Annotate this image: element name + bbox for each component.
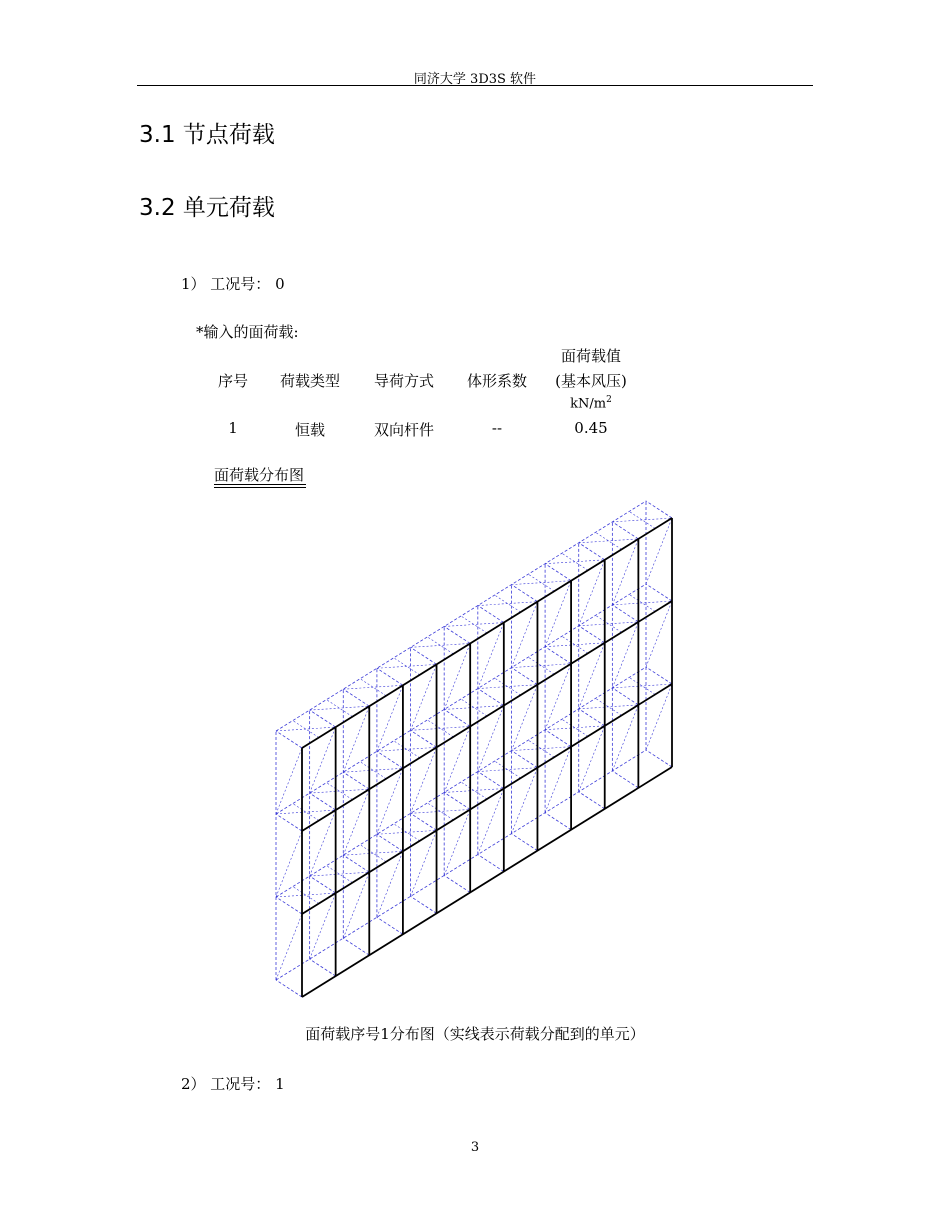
slab-diag-a-0-1 bbox=[276, 893, 336, 897]
case-label-0: 1） 工况号： 0 bbox=[181, 275, 285, 293]
depth-link-1-0 bbox=[310, 959, 336, 976]
depth-link-10-2 bbox=[612, 605, 638, 622]
row1-type: 恒载 bbox=[294, 421, 326, 439]
depth-link-8-2 bbox=[545, 647, 571, 664]
brace-5-1 bbox=[444, 726, 470, 792]
brace-2-1 bbox=[343, 789, 369, 855]
depth-link-11-0 bbox=[646, 750, 672, 767]
front-beam-2 bbox=[302, 601, 672, 831]
slab-diag-a-3-3 bbox=[377, 664, 437, 668]
depth-link-9-2 bbox=[579, 626, 605, 643]
slab-diag-a-4-3 bbox=[411, 643, 471, 647]
depth-link-5-0 bbox=[444, 875, 470, 892]
row1-method: 双向杆件 bbox=[373, 421, 435, 439]
slab-diag-a-8-3 bbox=[545, 560, 605, 564]
brace-3-2 bbox=[377, 685, 403, 751]
depth-link-6-1 bbox=[478, 772, 504, 789]
slab-diag-a-10-2 bbox=[612, 601, 672, 605]
row1-seq: 1 bbox=[228, 419, 238, 437]
slab-diag-a-9-1 bbox=[579, 705, 639, 709]
depth-link-3-0 bbox=[377, 917, 403, 934]
input-load-label: *输入的面荷载: bbox=[196, 323, 299, 341]
depth-link-10-0 bbox=[612, 771, 638, 788]
depth-link-3-3 bbox=[377, 668, 403, 685]
brace-0-0 bbox=[276, 914, 302, 980]
brace-5-2 bbox=[444, 643, 470, 709]
slab-diag-a-4-1 bbox=[411, 809, 471, 813]
page-header: 同济大学 3D3S 软件 bbox=[413, 72, 537, 87]
brace-6-2 bbox=[478, 623, 504, 689]
brace-0-2 bbox=[276, 748, 302, 814]
depth-link-5-2 bbox=[444, 709, 470, 726]
depth-link-6-3 bbox=[478, 606, 504, 623]
brace-2-0 bbox=[343, 872, 369, 938]
depth-link-3-2 bbox=[377, 751, 403, 768]
depth-link-0-2 bbox=[276, 814, 302, 831]
depth-link-4-2 bbox=[411, 730, 437, 747]
depth-link-8-0 bbox=[545, 813, 571, 830]
section-title-3-1: 3.1 节点荷载 bbox=[139, 122, 275, 148]
brace-1-1 bbox=[310, 810, 336, 876]
depth-link-4-3 bbox=[411, 647, 437, 664]
brace-8-1 bbox=[545, 664, 571, 730]
brace-1-2 bbox=[310, 727, 336, 793]
slab-diag-a-2-1 bbox=[343, 851, 403, 855]
slab-diag-a-4-2 bbox=[411, 726, 471, 730]
depth-link-3-1 bbox=[377, 834, 403, 851]
depth-link-9-0 bbox=[579, 792, 605, 809]
slab-diag-a-8-2 bbox=[545, 643, 605, 647]
depth-link-7-1 bbox=[511, 751, 537, 768]
depth-link-9-3 bbox=[579, 543, 605, 560]
front-beam-0 bbox=[302, 767, 672, 997]
brace-9-1 bbox=[579, 643, 605, 709]
depth-link-8-1 bbox=[545, 730, 571, 747]
depth-link-10-3 bbox=[612, 522, 638, 539]
depth-link-7-3 bbox=[511, 585, 537, 602]
unit-superscript: 2 bbox=[606, 395, 612, 405]
depth-link-4-0 bbox=[411, 896, 437, 913]
brace-4-1 bbox=[411, 747, 437, 813]
depth-link-6-0 bbox=[478, 855, 504, 872]
header-value-line1: 面荷载值 bbox=[560, 347, 622, 365]
figure-title-text: 面荷载分布图 bbox=[214, 466, 305, 484]
depth-link-5-1 bbox=[444, 792, 470, 809]
slab-diag-a-3-2 bbox=[377, 747, 437, 751]
header-value-line2: (基本风压) bbox=[555, 372, 627, 390]
depth-link-2-3 bbox=[343, 689, 369, 706]
brace-9-2 bbox=[579, 560, 605, 626]
slab-diag-a-8-1 bbox=[545, 726, 605, 730]
header-method: 导荷方式 bbox=[373, 372, 435, 390]
slab-diag-a-1-3 bbox=[310, 706, 370, 710]
page-number: 3 bbox=[470, 1140, 480, 1155]
depth-link-4-1 bbox=[411, 813, 437, 830]
depth-link-9-1 bbox=[579, 709, 605, 726]
header-type: 荷载类型 bbox=[279, 372, 341, 390]
slab-diag-a-1-2 bbox=[310, 789, 370, 793]
slab-diag-a-2-3 bbox=[343, 685, 403, 689]
depth-link-7-2 bbox=[511, 668, 537, 685]
brace-6-1 bbox=[478, 706, 504, 772]
slab-diag-a-1-1 bbox=[310, 872, 370, 876]
depth-link-11-3 bbox=[646, 501, 672, 518]
header-seq: 序号 bbox=[217, 372, 249, 390]
row1-coef: -- bbox=[491, 419, 503, 437]
brace-0-1 bbox=[276, 831, 302, 897]
slab-diag-a-6-3 bbox=[478, 602, 538, 606]
brace-5-0 bbox=[444, 809, 470, 875]
slab-diag-a-10-3 bbox=[612, 518, 672, 522]
unit-main: kN/m bbox=[570, 396, 607, 412]
depth-link-1-2 bbox=[310, 793, 336, 810]
row1-value: 0.45 bbox=[574, 419, 608, 437]
brace-10-1 bbox=[612, 622, 638, 688]
brace-4-0 bbox=[411, 830, 437, 896]
slab-diag-a-7-1 bbox=[511, 747, 571, 751]
slab-diag-a-9-3 bbox=[579, 539, 639, 543]
depth-link-1-3 bbox=[310, 710, 336, 727]
brace-8-2 bbox=[545, 581, 571, 647]
header-coef: 体形系数 bbox=[466, 372, 528, 390]
brace-1-0 bbox=[310, 893, 336, 959]
front-beam-1 bbox=[302, 684, 672, 914]
slab-diag-a-5-1 bbox=[444, 789, 504, 793]
brace-11-2 bbox=[646, 518, 672, 584]
depth-link-7-0 bbox=[511, 834, 537, 851]
depth-link-0-0 bbox=[276, 980, 302, 997]
brace-7-0 bbox=[511, 768, 537, 834]
slab-diag-a-7-3 bbox=[511, 581, 571, 585]
depth-link-6-2 bbox=[478, 689, 504, 706]
brace-8-0 bbox=[545, 747, 571, 813]
brace-6-0 bbox=[478, 789, 504, 855]
slab-diag-a-10-1 bbox=[612, 684, 672, 688]
slab-diag-a-6-1 bbox=[478, 768, 538, 772]
brace-10-0 bbox=[612, 705, 638, 771]
back-beam-0 bbox=[276, 750, 646, 980]
brace-7-2 bbox=[511, 602, 537, 668]
slab-diag-a-0-2 bbox=[276, 810, 336, 814]
front-beam-3 bbox=[302, 518, 672, 748]
slab-diag-a-7-2 bbox=[511, 664, 571, 668]
depth-link-2-0 bbox=[343, 938, 369, 955]
figure-caption: 面荷载序号1分布图（实线表示荷载分配到的单元） bbox=[305, 1025, 645, 1043]
slab-diag-a-5-3 bbox=[444, 623, 504, 627]
depth-link-2-1 bbox=[343, 855, 369, 872]
brace-10-2 bbox=[612, 539, 638, 605]
brace-11-1 bbox=[646, 601, 672, 667]
brace-4-2 bbox=[411, 664, 437, 730]
brace-2-2 bbox=[343, 706, 369, 772]
depth-link-0-3 bbox=[276, 731, 302, 748]
depth-link-5-3 bbox=[444, 626, 470, 643]
case-label-1: 2） 工况号： 1 bbox=[181, 1075, 285, 1093]
slab-diag-a-6-2 bbox=[478, 685, 538, 689]
depth-link-11-1 bbox=[646, 667, 672, 684]
slab-diag-a-3-1 bbox=[377, 830, 437, 834]
section-title-3-2: 3.2 单元荷载 bbox=[139, 195, 275, 221]
slab-diag-a-0-3 bbox=[276, 727, 336, 731]
depth-link-11-2 bbox=[646, 584, 672, 601]
brace-9-0 bbox=[579, 726, 605, 792]
brace-3-1 bbox=[377, 768, 403, 834]
brace-3-0 bbox=[377, 851, 403, 917]
depth-link-0-1 bbox=[276, 897, 302, 914]
slab-diag-a-2-2 bbox=[343, 768, 403, 772]
slab-diag-a-5-2 bbox=[444, 706, 504, 710]
slab-diag-a-9-2 bbox=[579, 622, 639, 626]
depth-link-2-2 bbox=[343, 772, 369, 789]
brace-11-0 bbox=[646, 684, 672, 750]
brace-7-1 bbox=[511, 685, 537, 751]
depth-link-1-1 bbox=[310, 876, 336, 893]
depth-link-8-3 bbox=[545, 564, 571, 581]
depth-link-10-1 bbox=[612, 688, 638, 705]
